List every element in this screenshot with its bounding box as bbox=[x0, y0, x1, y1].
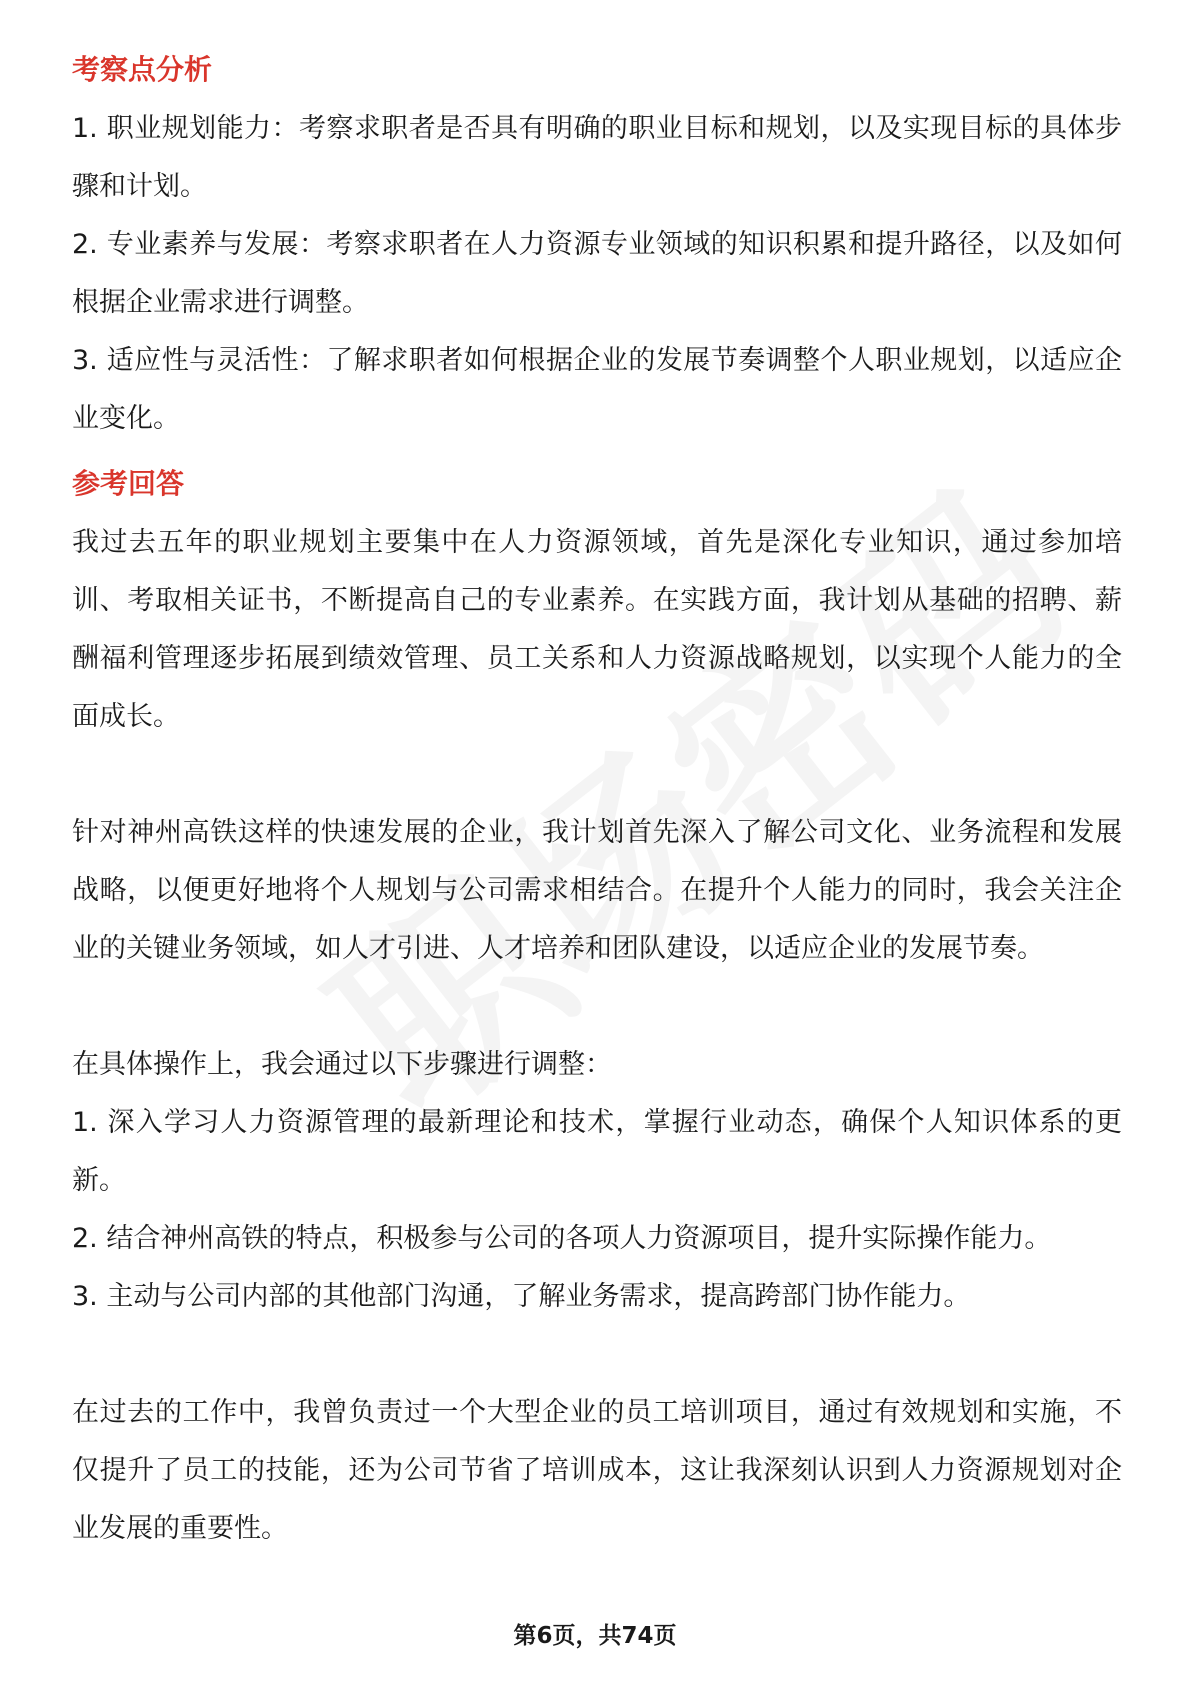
analysis-item-1: 1. 职业规划能力：考察求职者是否具有明确的职业目标和规划，以及实现目标的具体步骤和计划。 bbox=[72, 113, 1122, 202]
answer-heading: 参考回答 bbox=[72, 467, 185, 500]
answer-step-2: 2. 结合神州高铁的特点，积极参与公司的各项人力资源项目，提升实际操作能力。 bbox=[72, 1223, 1052, 1254]
answer-paragraph-1: 我过去五年的职业规划主要集中在人力资源领域，首先是深化专业知识，通过参加培训、考取相关证书，不断提高自己的专业素养。在实践方面，我计划从基础的招聘、薪酬福利管理逐步拓展到绩效管理、员工关系和人力资源战略规划，以实现个人能力的全面成长。 bbox=[72, 527, 1122, 732]
document-page bbox=[72, 40, 1122, 1558]
analysis-item-2: 2. 专业素养与发展：考察求职者在人力资源专业领域的知识积累和提升路径，以及如何根据企业需求进行调整。 bbox=[72, 229, 1122, 318]
answer-paragraph-2: 针对神州高铁这样的快速发展的企业，我计划首先深入了解公司文化、业务流程和发展战略，以便更好地将个人规划与公司需求相结合。在提升个人能力的同时，我会关注企业的关键业务领域，如人才引进、人才培养和团队建设，以适应企业的发展节奏。 bbox=[72, 817, 1122, 964]
answer-step-3: 3. 主动与公司内部的其他部门沟通，了解业务需求，提高跨部门协作能力。 bbox=[72, 1281, 971, 1312]
analysis-heading: 考察点分析 bbox=[72, 53, 213, 86]
answer-paragraph-3: 在具体操作上，我会通过以下步骤进行调整： bbox=[72, 1049, 612, 1080]
analysis-item-3: 3. 适应性与灵活性：了解求职者如何根据企业的发展节奏调整个人职业规划，以适应企业变化。 bbox=[72, 345, 1122, 434]
answer-paragraph-4: 在过去的工作中，我曾负责过一个大型企业的员工培训项目，通过有效规划和实施，不仅提升了员工的技能，还为公司节省了培训成本，这让我深刻认识到人力资源规划对企业发展的重要性。 bbox=[72, 1397, 1122, 1544]
page-number: 第6页，共74页 bbox=[513, 1623, 677, 1649]
answer-step-1: 1. 深入学习人力资源管理的最新理论和技术，掌握行业动态，确保个人知识体系的更新。 bbox=[72, 1107, 1122, 1196]
